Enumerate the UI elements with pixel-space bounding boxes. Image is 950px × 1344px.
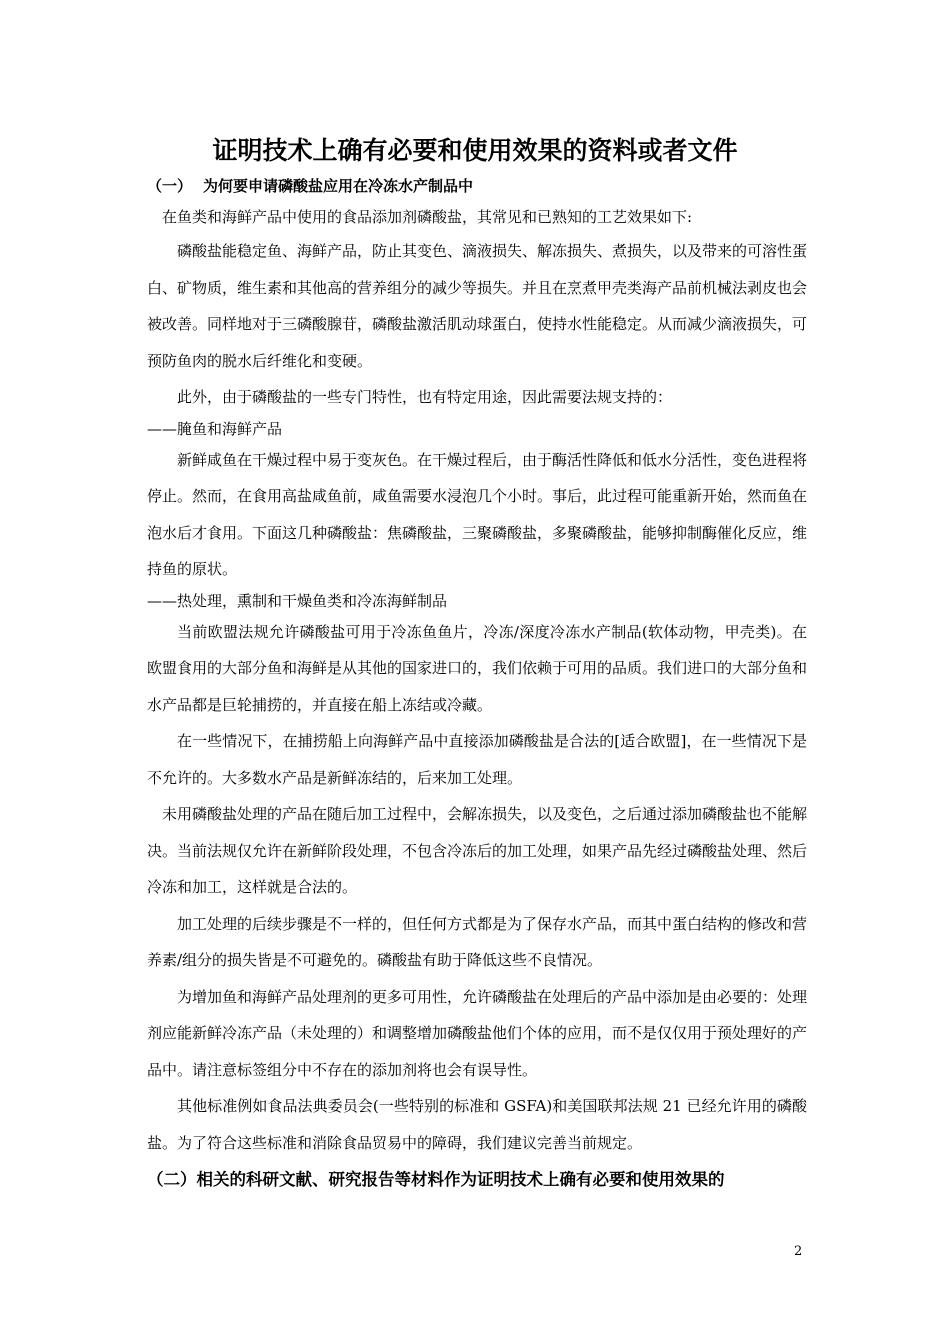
document-title: 证明技术上确有必要和使用效果的资料或者文件	[212, 136, 738, 165]
paragraph: 当前欧盟法规允许磷酸盐可用于冷冻鱼鱼片，冷冻/深度冷冻水产制品(软体动物，甲壳类)。在欧盟食用的大部分鱼和海鲜是从其他的国家进口的，我们依赖于可用的品质。我们进口的大部分鱼和水产品都是巨轮捕捞的，并直接在船上冻结或冷藏。	[147, 622, 808, 714]
paragraph: 加工处理的后续步骤是不一样的，但任何方式都是为了保存水产品，而其中蛋白结构的修改和营养素/组分的损失皆是不可避免的。磷酸盐有助于降低这些不良情况。	[147, 914, 808, 969]
paragraph: 磷酸盐能稳定鱼、海鲜产品，防止其变色、滴液损失、解冻损失、煮损失，以及带来的可溶性蛋白、矿物质，维生素和其他高的营养组分的减少等损失。并且在烹煮甲壳类海产品前机械法剥皮也会被改善。同样地对于三磷酸腺苷，磷酸盐激活肌动球蛋白，使持水性能稳定。从而减少滴液损失，可预防鱼肉的脱水后纤维化和变硬。	[147, 242, 808, 370]
subheading-dash: ——热处理，熏制和干燥鱼类和冷冻海鲜制品	[147, 591, 448, 610]
subheading-dash: ——腌鱼和海鲜产品	[147, 419, 283, 438]
paragraph: 其他标准例如食品法典委员会(一些特别的标准和 GSFA)和美国联邦法规 21 已经允许用的磷酸盐。为了符合这些标准和消除食品贸易中的障碍，我们建议完善当前规定。	[147, 1097, 807, 1152]
section-heading-2: （二）相关的科研文献、研究报告等材料作为证明技术上确有必要和使用效果的	[147, 1170, 725, 1189]
paragraph: 新鲜咸鱼在干燥过程中易于变灰色。在干燥过程后，由于酶活性降低和低水分活性，变色进程将停止。然而，在食用高盐咸鱼前，咸鱼需要水浸泡几个小时。事后，此过程可能重新开始，然而鱼在泡水后才食用。下面这几种磷酸盐：焦磷酸盐，三聚磷酸盐，多聚磷酸盐，能够抑制酶催化反应，维持鱼的原状。	[147, 450, 808, 578]
paragraph: 在一些情况下，在捕捞船上向海鲜产品中直接添加磷酸盐是合法的[适合欧盟]，在一些情况下是不允许的。大多数水产品是新鲜冻结的，后来加工处理。	[147, 732, 807, 787]
paragraph: 此外，由于磷酸盐的一些专门特性，也有特定用途，因此需要法规支持的：	[177, 388, 673, 406]
section-heading-text: 为何要申请磷酸盐应用在冷冻水产制品中	[203, 177, 474, 195]
paragraph: 未用磷酸盐处理的产品在随后加工过程中，会解冻损失，以及变色，之后通过添加磷酸盐也不能解决。当前法规仅允许在新鲜阶段处理，不包含冷冻后的加工处理，如果产品先经过磷酸盐处理、然后冷冻和加工，这样就是合法的。	[147, 805, 808, 896]
section-number: （一）	[147, 177, 193, 195]
document-body	[147, 175, 807, 1197]
paragraph: 为增加鱼和海鲜产品处理剂的更多可用性，允许磷酸盐在处理后的产品中添加是由必要的：处理剂应能新鲜冷冻产品（未处理的）和调整增加磷酸盐他们个体的应用，而不是仅仅用于预处理好的产品中。请注意标签组分中不存在的添加剂将也会有误导性。	[147, 987, 808, 1079]
intro-paragraph: 在鱼类和海鲜产品中使用的食品添加剂磷酸盐，其常见和已熟知的工艺效果如下:	[162, 208, 693, 226]
section-heading-1	[147, 175, 807, 197]
page-number: 2	[794, 1244, 803, 1259]
